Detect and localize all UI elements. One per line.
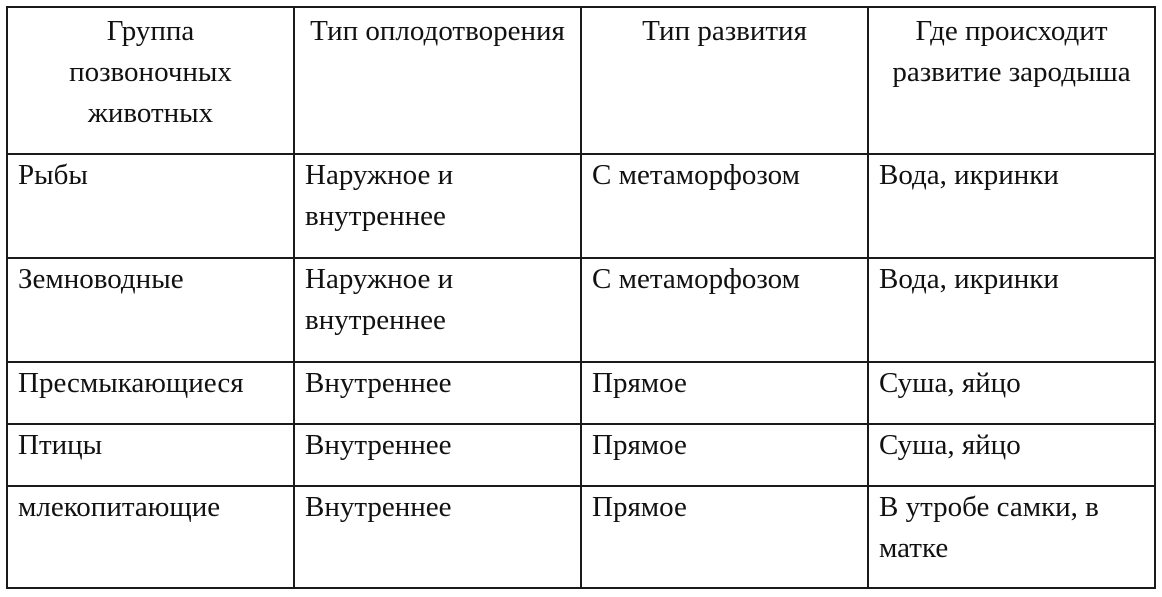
table-cell: Внутреннее xyxy=(294,424,581,486)
table-cell: Вода, икринки xyxy=(868,258,1155,362)
table-cell: Пресмыкающиеся xyxy=(7,362,294,424)
header-cell-fertilization xyxy=(294,7,581,154)
header-label: Тип оплодотворения xyxy=(310,15,565,47)
table-cell: Прямое xyxy=(581,362,868,424)
table-cell: млекопитающие xyxy=(7,486,294,588)
table-cell: Внутреннее xyxy=(294,486,581,588)
table-cell: Суша, яйцо xyxy=(868,362,1155,424)
header-row xyxy=(7,7,1155,154)
table-cell: С метаморфозом xyxy=(581,258,868,362)
table-cell: Прямое xyxy=(581,486,868,588)
table-row xyxy=(7,486,1155,588)
table-cell: Рыбы xyxy=(7,154,294,258)
table-cell: Птицы xyxy=(7,424,294,486)
table-cell: Вода, икринки xyxy=(868,154,1155,258)
table-row xyxy=(7,154,1155,258)
header-label: Группа позвоночных животных xyxy=(69,15,232,129)
header-cell-development xyxy=(581,7,868,154)
table-cell: Наружное и внутреннее xyxy=(294,258,581,362)
vertebrate-reproduction-table xyxy=(6,6,1156,589)
header-label: Где происходит развитие зародыша xyxy=(892,15,1131,88)
header-label: Тип развития xyxy=(642,15,807,47)
table-cell: Наружное и внутреннее xyxy=(294,154,581,258)
table-cell: Земноводные xyxy=(7,258,294,362)
table-row xyxy=(7,424,1155,486)
table-row xyxy=(7,258,1155,362)
header-cell-embryo-place xyxy=(868,7,1155,154)
table-row xyxy=(7,362,1155,424)
table-cell: Прямое xyxy=(581,424,868,486)
table-cell: В утробе самки, в матке xyxy=(868,486,1155,588)
header-cell-group xyxy=(7,7,294,154)
table-cell: Внутреннее xyxy=(294,362,581,424)
table-cell: С метаморфозом xyxy=(581,154,868,258)
table-cell: Суша, яйцо xyxy=(868,424,1155,486)
